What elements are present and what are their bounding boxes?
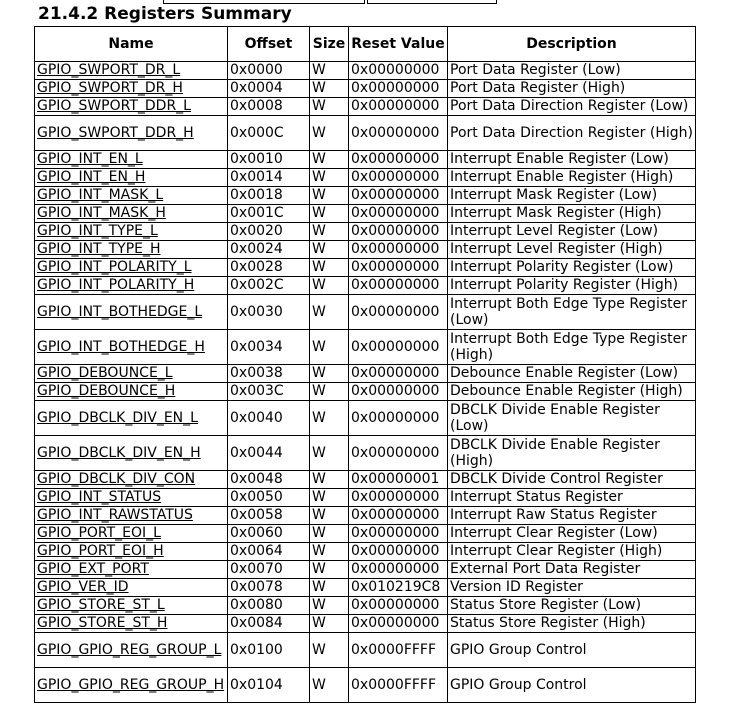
register-description: Interrupt Mask Register (Low): [448, 187, 696, 205]
register-name-link[interactable]: GPIO_INT_MASK_L: [35, 187, 228, 205]
register-reset-value: 0x00000000: [349, 62, 448, 80]
table-row: [35, 295, 696, 330]
table-row: [35, 615, 696, 633]
table-row: [35, 561, 696, 579]
register-name-link[interactable]: GPIO_STORE_ST_L: [35, 597, 228, 615]
register-offset: 0x0030: [228, 295, 310, 330]
table-row: [35, 668, 696, 703]
register-size: W: [310, 436, 349, 471]
register-description: Interrupt Clear Register (Low): [448, 525, 696, 543]
register-reset-value: 0x00000000: [349, 401, 448, 436]
register-reset-value: 0x00000000: [349, 383, 448, 401]
register-name-link[interactable]: GPIO_INT_BOTHEDGE_L: [35, 295, 228, 330]
register-reset-value: 0x00000000: [349, 151, 448, 169]
register-name-link[interactable]: GPIO_PORT_EOI_L: [35, 525, 228, 543]
register-offset: 0x0000: [228, 62, 310, 80]
register-size: W: [310, 62, 349, 80]
register-offset: 0x0070: [228, 561, 310, 579]
table-row: [35, 98, 696, 116]
register-description: Interrupt Status Register: [448, 489, 696, 507]
register-description: Interrupt Level Register (High): [448, 241, 696, 259]
register-size: W: [310, 633, 349, 668]
table-row: [35, 187, 696, 205]
table-row: [35, 436, 696, 471]
register-offset: 0x0060: [228, 525, 310, 543]
register-size: W: [310, 169, 349, 187]
register-description: GPIO Group Control: [448, 668, 696, 703]
register-description: Port Data Direction Register (Low): [448, 98, 696, 116]
register-size: W: [310, 471, 349, 489]
register-offset: 0x0080: [228, 597, 310, 615]
table-row: [35, 401, 696, 436]
register-offset: 0x0020: [228, 223, 310, 241]
register-offset: 0x0064: [228, 543, 310, 561]
register-description: Interrupt Both Edge Type Register (High): [448, 330, 696, 365]
register-name-link[interactable]: GPIO_INT_BOTHEDGE_H: [35, 330, 228, 365]
register-size: W: [310, 525, 349, 543]
register-size: W: [310, 205, 349, 223]
table-row: [35, 597, 696, 615]
register-description: Interrupt Both Edge Type Register (Low): [448, 295, 696, 330]
register-description: Interrupt Raw Status Register: [448, 507, 696, 525]
header-name: Name: [35, 27, 228, 62]
register-name-link[interactable]: GPIO_GPIO_REG_GROUP_L: [35, 633, 228, 668]
register-reset-value: 0x00000000: [349, 561, 448, 579]
register-name-link[interactable]: GPIO_EXT_PORT: [35, 561, 228, 579]
register-size: W: [310, 383, 349, 401]
register-size: W: [310, 116, 349, 151]
register-reset-value: 0x010219C8: [349, 579, 448, 597]
register-name-link[interactable]: GPIO_DBCLK_DIV_EN_H: [35, 436, 228, 471]
register-offset: 0x0014: [228, 169, 310, 187]
register-description: DBCLK Divide Enable Register (High): [448, 436, 696, 471]
register-offset: 0x0048: [228, 471, 310, 489]
register-offset: 0x0040: [228, 401, 310, 436]
register-offset: 0x002C: [228, 277, 310, 295]
register-reset-value: 0x00000000: [349, 365, 448, 383]
register-name-link[interactable]: GPIO_SWPORT_DR_H: [35, 80, 228, 98]
register-description: Interrupt Mask Register (High): [448, 205, 696, 223]
register-size: W: [310, 365, 349, 383]
register-size: W: [310, 241, 349, 259]
register-offset: 0x0004: [228, 80, 310, 98]
register-name-link[interactable]: GPIO_GPIO_REG_GROUP_H: [35, 668, 228, 703]
register-description: Port Data Register (Low): [448, 62, 696, 80]
register-name-link[interactable]: GPIO_PORT_EOI_H: [35, 543, 228, 561]
register-name-link[interactable]: GPIO_INT_MASK_H: [35, 205, 228, 223]
register-reset-value: 0x00000001: [349, 471, 448, 489]
register-description: Interrupt Level Register (Low): [448, 223, 696, 241]
register-size: W: [310, 187, 349, 205]
register-reset-value: 0x00000000: [349, 615, 448, 633]
register-description: Debounce Enable Register (High): [448, 383, 696, 401]
register-description: GPIO Group Control: [448, 633, 696, 668]
table-body: [35, 62, 696, 703]
table-row: [35, 116, 696, 151]
register-reset-value: 0x00000000: [349, 295, 448, 330]
register-description: Debounce Enable Register (Low): [448, 365, 696, 383]
register-name-link[interactable]: GPIO_SWPORT_DDR_L: [35, 98, 228, 116]
register-offset: 0x0008: [228, 98, 310, 116]
register-offset: 0x0028: [228, 259, 310, 277]
table-row: [35, 259, 696, 277]
register-offset: 0x0100: [228, 633, 310, 668]
register-reset-value: 0x00000000: [349, 169, 448, 187]
register-offset: 0x0010: [228, 151, 310, 169]
header-description: Description: [448, 27, 696, 62]
register-size: W: [310, 597, 349, 615]
register-offset: 0x0018: [228, 187, 310, 205]
section-title: 21.4.2 Registers Summary: [38, 4, 292, 24]
register-description: Status Store Register (High): [448, 615, 696, 633]
register-size: W: [310, 80, 349, 98]
register-reset-value: 0x00000000: [349, 223, 448, 241]
register-offset: 0x0058: [228, 507, 310, 525]
register-reset-value: 0x00000000: [349, 543, 448, 561]
register-description: Version ID Register: [448, 579, 696, 597]
register-offset: 0x000C: [228, 116, 310, 151]
register-offset: 0x0104: [228, 668, 310, 703]
register-offset: 0x0050: [228, 489, 310, 507]
register-reset-value: 0x0000FFFF: [349, 668, 448, 703]
header-offset: Offset: [228, 27, 310, 62]
register-size: W: [310, 98, 349, 116]
table-row: [35, 205, 696, 223]
register-offset: 0x0044: [228, 436, 310, 471]
register-name-link[interactable]: GPIO_INT_RAWSTATUS: [35, 507, 228, 525]
register-description: Interrupt Enable Register (Low): [448, 151, 696, 169]
register-size: W: [310, 507, 349, 525]
register-size: W: [310, 330, 349, 365]
register-size: W: [310, 489, 349, 507]
table-row: [35, 489, 696, 507]
table-row: [35, 543, 696, 561]
register-size: W: [310, 223, 349, 241]
register-reset-value: 0x00000000: [349, 525, 448, 543]
register-name-link[interactable]: GPIO_DEBOUNCE_L: [35, 365, 228, 383]
register-name-link[interactable]: GPIO_SWPORT_DDR_H: [35, 116, 228, 151]
register-name-link[interactable]: GPIO_VER_ID: [35, 579, 228, 597]
table-row: [35, 633, 696, 668]
register-reset-value: 0x00000000: [349, 187, 448, 205]
table-row: [35, 525, 696, 543]
table-header-row: [35, 27, 696, 62]
register-name-link[interactable]: GPIO_DBCLK_DIV_EN_L: [35, 401, 228, 436]
register-size: W: [310, 561, 349, 579]
register-description: Interrupt Enable Register (High): [448, 169, 696, 187]
table-row: [35, 223, 696, 241]
register-reset-value: 0x00000000: [349, 259, 448, 277]
table-row: [35, 471, 696, 489]
table-row: [35, 80, 696, 98]
register-name-link[interactable]: GPIO_INT_TYPE_L: [35, 223, 228, 241]
table-row: [35, 277, 696, 295]
register-offset: 0x0038: [228, 365, 310, 383]
register-reset-value: 0x00000000: [349, 489, 448, 507]
register-size: W: [310, 401, 349, 436]
register-description: Port Data Register (High): [448, 80, 696, 98]
register-description: Interrupt Polarity Register (Low): [448, 259, 696, 277]
registers-summary-table: [34, 26, 696, 703]
register-name-link[interactable]: GPIO_INT_STATUS: [35, 489, 228, 507]
register-reset-value: 0x0000FFFF: [349, 633, 448, 668]
register-offset: 0x0084: [228, 615, 310, 633]
register-description: External Port Data Register: [448, 561, 696, 579]
register-name-link[interactable]: GPIO_INT_EN_H: [35, 169, 228, 187]
register-description: DBCLK Divide Enable Register (Low): [448, 401, 696, 436]
register-offset: 0x0034: [228, 330, 310, 365]
table-row: [35, 151, 696, 169]
register-reset-value: 0x00000000: [349, 241, 448, 259]
register-name-link[interactable]: GPIO_STORE_ST_H: [35, 615, 228, 633]
previous-table-fragment: [367, 0, 497, 4]
register-size: W: [310, 668, 349, 703]
table-row: [35, 330, 696, 365]
register-description: Status Store Register (Low): [448, 597, 696, 615]
table-row: [35, 241, 696, 259]
register-description: Interrupt Polarity Register (High): [448, 277, 696, 295]
header-size: Size: [310, 27, 349, 62]
register-name-link[interactable]: GPIO_INT_POLARITY_L: [35, 259, 228, 277]
table-row: [35, 365, 696, 383]
register-name-link[interactable]: GPIO_INT_POLARITY_H: [35, 277, 228, 295]
register-description: Port Data Direction Register (High): [448, 116, 696, 151]
register-reset-value: 0x00000000: [349, 330, 448, 365]
table-row: [35, 507, 696, 525]
register-reset-value: 0x00000000: [349, 507, 448, 525]
register-reset-value: 0x00000000: [349, 205, 448, 223]
table-row: [35, 579, 696, 597]
table-row: [35, 169, 696, 187]
register-size: W: [310, 151, 349, 169]
register-name-link[interactable]: GPIO_DEBOUNCE_H: [35, 383, 228, 401]
register-name-link[interactable]: GPIO_SWPORT_DR_L: [35, 62, 228, 80]
register-name-link[interactable]: GPIO_INT_TYPE_H: [35, 241, 228, 259]
register-offset: 0x0078: [228, 579, 310, 597]
table-row: [35, 383, 696, 401]
register-reset-value: 0x00000000: [349, 597, 448, 615]
register-description: Interrupt Clear Register (High): [448, 543, 696, 561]
register-reset-value: 0x00000000: [349, 116, 448, 151]
header-reset-value: Reset Value: [349, 27, 448, 62]
register-size: W: [310, 543, 349, 561]
register-offset: 0x0024: [228, 241, 310, 259]
register-offset: 0x001C: [228, 205, 310, 223]
register-size: W: [310, 295, 349, 330]
register-reset-value: 0x00000000: [349, 436, 448, 471]
register-size: W: [310, 615, 349, 633]
register-name-link[interactable]: GPIO_INT_EN_L: [35, 151, 228, 169]
register-size: W: [310, 277, 349, 295]
register-name-link[interactable]: GPIO_DBCLK_DIV_CON: [35, 471, 228, 489]
register-reset-value: 0x00000000: [349, 277, 448, 295]
register-offset: 0x003C: [228, 383, 310, 401]
register-size: W: [310, 579, 349, 597]
register-reset-value: 0x00000000: [349, 98, 448, 116]
register-size: W: [310, 259, 349, 277]
register-description: DBCLK Divide Control Register: [448, 471, 696, 489]
register-reset-value: 0x00000000: [349, 80, 448, 98]
table-row: [35, 62, 696, 80]
